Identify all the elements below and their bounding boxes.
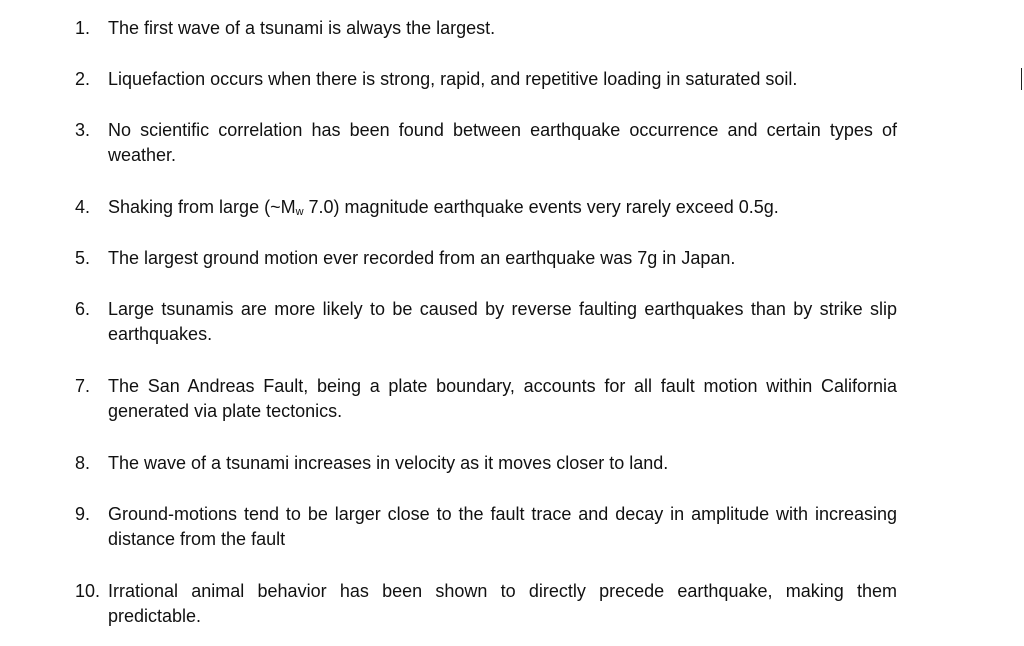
item-number: 6. xyxy=(75,299,91,319)
item-number: 4. xyxy=(75,197,91,217)
item-text-after: 7.0) magnitude earthquake events very rarely exceed 0.5g. xyxy=(303,197,779,217)
item-number: 7. xyxy=(75,376,91,396)
item-number: 10. xyxy=(75,581,101,601)
item-number: 9. xyxy=(75,504,91,524)
list-item xyxy=(75,297,897,347)
magnitude-subscript: w xyxy=(295,206,304,218)
item-text: Large tsunamis are more likely to be caused by reverse faulting earthquakes than by strike slip earthquakes. xyxy=(108,299,897,344)
list-item xyxy=(75,16,897,41)
item-number: 8. xyxy=(75,453,91,473)
item-text: Irrational animal behavior has been shown to directly precede earthquake, making them predictable. xyxy=(108,581,897,626)
list-item xyxy=(75,195,897,225)
list-item xyxy=(75,67,897,92)
item-text: The largest ground motion ever recorded from an earthquake was 7g in Japan. xyxy=(108,248,736,268)
item-number: 5. xyxy=(75,248,91,268)
item-number: 1. xyxy=(75,18,91,38)
list-item xyxy=(75,502,897,552)
page-edge-line xyxy=(1021,68,1022,90)
list-item xyxy=(75,579,897,629)
item-text: The San Andreas Fault, being a plate boundary, accounts for all fault motion within California generated via plate tectonics. xyxy=(108,376,897,421)
list-item xyxy=(75,118,897,168)
list-item xyxy=(75,451,897,476)
item-text: Liquefaction occurs when there is strong, rapid, and repetitive loading in saturated soil. xyxy=(108,69,798,89)
item-text: No scientific correlation has been found between earthquake occurrence and certain types of weather. xyxy=(108,120,897,165)
item-text xyxy=(108,195,897,225)
item-number: 3. xyxy=(75,120,91,140)
list-item xyxy=(75,246,897,271)
item-number: 2. xyxy=(75,69,91,89)
item-text-before: Shaking from large (~M xyxy=(108,197,296,217)
item-text: Ground-motions tend to be larger close to the fault trace and decay in amplitude with increasing distance from the fault xyxy=(108,504,897,549)
item-text: The first wave of a tsunami is always the largest. xyxy=(108,18,496,38)
item-text: The wave of a tsunami increases in velocity as it moves closer to land. xyxy=(108,453,669,473)
list-item xyxy=(75,374,897,424)
